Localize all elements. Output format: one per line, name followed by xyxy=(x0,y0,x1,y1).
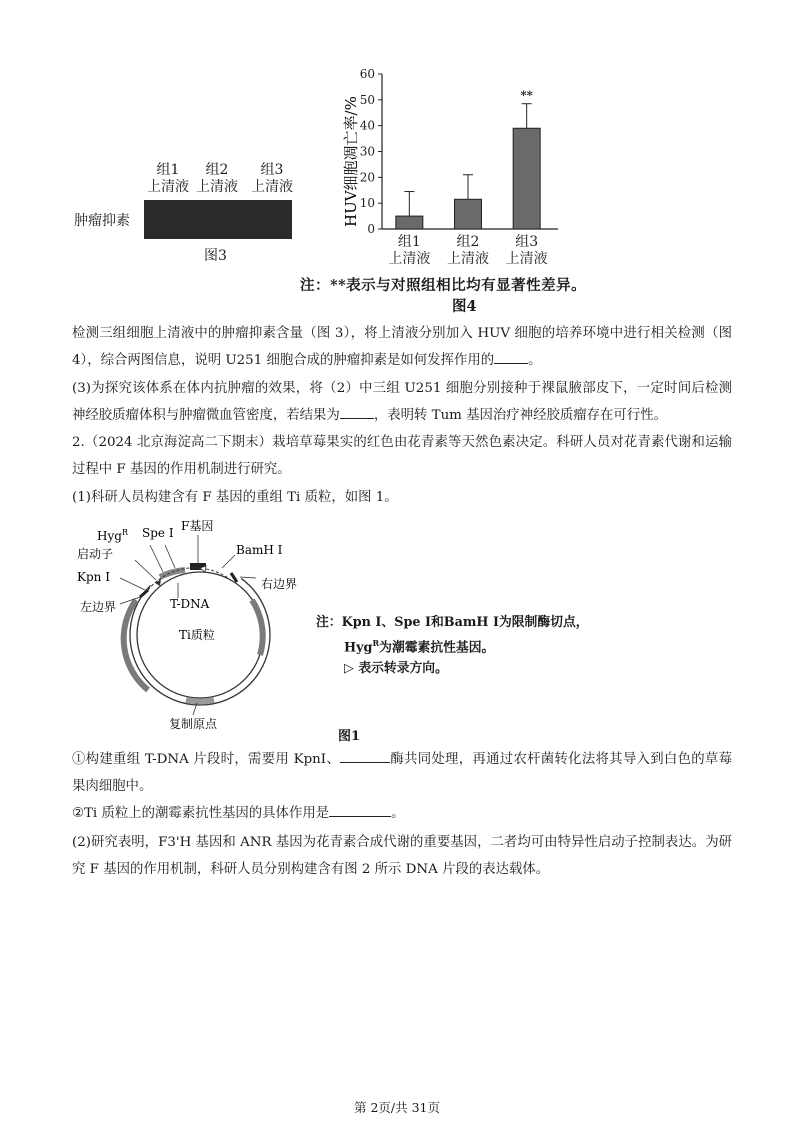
paragraph-q3 xyxy=(72,375,732,429)
chart-x-tick-label: 上清液 xyxy=(447,251,489,267)
fig3-supernatant-label: 上清液 xyxy=(251,179,293,195)
fig3-col-3 xyxy=(244,162,300,196)
fig3-row-label: 肿瘤抑素 xyxy=(74,213,130,229)
plasmid-note-line-3: ▷ 表示转录方向。 xyxy=(344,661,448,677)
left-border-mark xyxy=(140,590,148,597)
paragraph-fig-explanation xyxy=(72,320,732,374)
p2-text-end: ，表明转 Tum 基因治疗神经胶质瘤存在可行性。 xyxy=(373,408,667,423)
chart-x-tick-label: 组2 xyxy=(456,234,480,250)
p1-end: 。 xyxy=(528,353,542,368)
chart-x-tick-label: 上清液 xyxy=(505,251,548,267)
chart-ylabel: HUV细胞凋亡率/% xyxy=(342,96,360,227)
p3-text: 2.（2024 北京海淀高二下期末）栽培草莓果实的红色由花青素等天然色素决定。科研人员对花青素代谢和运输过程中 F 基因的作用机制进行研究。 xyxy=(72,435,732,477)
label-kpn: Kpn Ⅰ xyxy=(77,570,110,584)
label-left-border: 左边界 xyxy=(80,600,117,614)
label-promoter: 启动子 xyxy=(77,547,114,561)
answer-blank-4[interactable] xyxy=(329,802,391,817)
fig3-group-label: 组2 xyxy=(205,162,229,178)
paragraph-sub-1 xyxy=(72,484,732,511)
answer-blank-2[interactable] xyxy=(340,404,374,419)
answer-blank-1[interactable] xyxy=(494,349,528,364)
q2-text-end: 。 xyxy=(391,806,405,821)
chart-y-tick-label: 30 xyxy=(359,144,375,159)
chart-bar xyxy=(513,128,540,229)
fig3-supernatant-label: 上清液 xyxy=(147,179,189,195)
plasmid-gray-segment xyxy=(252,600,263,655)
q1-text: ①构建重组 T-DNA 片段时，需要用 KpnI、 xyxy=(72,752,341,767)
paragraph-problem-2 xyxy=(72,429,732,483)
chart-x-tick-label: 上清液 xyxy=(388,251,431,267)
label-tdna: T-DNA xyxy=(170,597,210,611)
paragraph-q1 xyxy=(72,746,732,800)
chart-y-tick-label: 40 xyxy=(359,118,375,133)
plasmid-note-line-2: Hyg$^R$为潮霉素抗性基因。 xyxy=(344,638,495,656)
fig1-caption: 图1 xyxy=(338,729,361,744)
fig3-col-2 xyxy=(189,162,245,196)
paragraph-q2 xyxy=(72,800,732,827)
label-f-gene: F基因 xyxy=(181,519,214,533)
plasmid-figure xyxy=(70,515,310,740)
q2-text: ②Ti 质粒上的潮霉素抗性基因的具体作用是 xyxy=(72,806,330,821)
fig3-blot-band xyxy=(144,200,292,239)
plasmid-note-line-1: 注：Kpn Ⅰ、Spe Ⅰ和BamH Ⅰ为限制酶切点， xyxy=(316,615,589,630)
answer-blank-3[interactable] xyxy=(340,748,390,763)
label-ori: 复制原点 xyxy=(169,717,218,731)
p1-text: 检测三组细胞上清液中的肿瘤抑素含量（图 3），将上清液分别加入 HUV 细胞的培养环境中进行相关检测（图 4），综合两图信息，说明 U251 细胞合成的肿瘤抑素是如何发挥作用的 xyxy=(72,326,732,368)
label-right-border: 右边界 xyxy=(261,577,298,591)
fig4-note: 注：**表示与对照组相比均有显著性差异。 xyxy=(300,277,587,294)
p4-text: (1)科研人员构建含有 F 基因的重组 Ti 质粒，如图 1。 xyxy=(72,490,398,505)
label-ti-plasmid: Ti质粒 xyxy=(179,628,215,642)
fig3-col-1 xyxy=(140,162,196,196)
chart-y-tick-label: 20 xyxy=(359,170,375,185)
label-spe: Spe Ⅰ xyxy=(142,526,174,540)
plasmid-note xyxy=(316,612,616,679)
chart-y-tick-label: 0 xyxy=(367,222,375,236)
chart-bar xyxy=(455,199,482,229)
chart-x-tick-label: 组1 xyxy=(397,234,421,250)
page-number: 第 2页/共 31页 xyxy=(353,1100,441,1115)
fig3-caption: 图3 xyxy=(204,248,227,264)
fig3-group-label: 组3 xyxy=(260,162,284,178)
q1-text-end: 酶共同处理，再通过农杆菌转化法将其导入到白色的草莓果肉细胞中。 xyxy=(72,752,732,794)
chart-x-tick-label: 组3 xyxy=(515,234,539,250)
chart-significance-label: ** xyxy=(520,88,533,103)
chart-bar xyxy=(396,216,423,229)
chart-y-tick-label: 60 xyxy=(359,67,375,81)
fig4-caption: 图4 xyxy=(452,298,477,315)
triangle-arrow-icon: ▷ xyxy=(344,661,354,677)
p2-text: (3)为探究该体系在体内抗肿瘤的效果，将（2）中三组 U251 细胞分别接种于裸鼠腋部皮下，一定时间后检测神经胶质瘤体积与肿瘤微血管密度，若结果为 xyxy=(72,381,732,423)
fig3-supernatant-label: 上清液 xyxy=(196,179,238,195)
chart-y-tick-label: 50 xyxy=(359,92,375,107)
chart-y-tick-label: 10 xyxy=(359,196,375,211)
p5-text: (2)研究表明，F3'H 基因和 ANR 基因为花青素合成代谢的重要基因，二者均可由特异性启动子控制表达。为研究 F 基因的作用机制，科研人员分别构建含有图 2 所示 DNA 片段的表达载体。 xyxy=(72,835,732,877)
label-hyg: Hyg$^R$ xyxy=(97,528,128,543)
fig3-group-label: 组1 xyxy=(156,162,180,178)
label-bamh: BamH Ⅰ xyxy=(236,543,283,557)
replication-origin-segment xyxy=(186,700,214,701)
fig4-chart xyxy=(330,60,610,275)
paragraph-sub-2 xyxy=(72,829,732,883)
